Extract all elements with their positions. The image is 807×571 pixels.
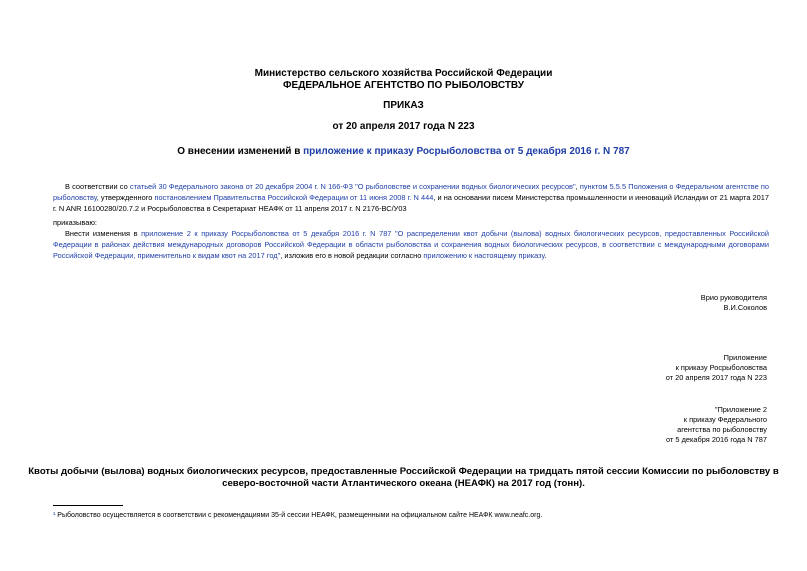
order-text-1: Внести изменения в (65, 229, 142, 238)
ministry-name: Министерство сельского хозяйства Российской Федерации (254, 68, 553, 79)
doc-title-link[interactable]: приложение к приказу Росрыболовства от 5 декабря 2016 г. N 787 (303, 146, 630, 157)
preamble-paragraph (53, 181, 769, 214)
preamble-text-3: , утвержденного (96, 193, 155, 202)
doc-type: ПРИКАЗ (383, 100, 424, 111)
footnote-marker[interactable]: ¹ (53, 512, 56, 519)
doc-date-number: от 20 апреля 2017 года N 223 (332, 121, 475, 132)
appendix-block (567, 353, 767, 383)
order-link-appendix[interactable]: приложению к настоящему приказу (423, 251, 545, 260)
signature-block (567, 293, 767, 313)
footnote-text: Рыболовство осуществляется в соответствии с рекомендациями 35-й сессии НЕАФК, размещенными на официальном сайте НЕАФК www.neafc.org. (55, 512, 543, 519)
footnote (53, 511, 542, 520)
preamble-link-regulation[interactable]: пунктом 5.5.5 Положения о Федеральном агентстве по рыболовству (53, 182, 769, 202)
appendix-line: от 20 апреля 2017 года N 223 (665, 373, 767, 382)
footnote-divider (53, 505, 123, 506)
appendix2-block (567, 405, 767, 445)
agency-name: ФЕДЕРАЛЬНОЕ АГЕНТСТВО ПО РЫБОЛОВСТВУ (283, 80, 524, 91)
order-word: приказываю: (53, 218, 97, 227)
preamble-text-2: , (575, 182, 580, 191)
appendix-line: Приложение (723, 353, 767, 362)
appendix-line: к приказу Росрыболовства (675, 363, 767, 372)
appendix2-line: агентства по рыболовству (677, 425, 767, 434)
quota-title-line-1: Квоты добычи (вылова) водных биологических ресурсов, предоставленные Российской Федерации на тридцать пятой сессии Комиссии по рыболовству в (28, 466, 779, 477)
order-text-2: , изложив его в новой редакции согласно (280, 251, 424, 260)
preamble-link-resolution[interactable]: постановлением Правительства Российской Федерации от 11 июня 2008 г. N 444 (154, 193, 434, 202)
order-link-appendix2[interactable]: приложение 2 к приказу Росрыболовства от 5 декабря 2016 г. N 787 "О распределении квот добычи (вылова) водных биологических ресурсов, предоставленных Российской Федерации в районах действия международных договоров Российской Федерации в области рыболовства и сохранения водных биологических ресурсов, в соответствии с международными договорами Российской Федерации, применительно к видам квот на 2017 год" (53, 229, 769, 260)
doc-title-text: О внесении изменений в (177, 146, 304, 157)
order-paragraph (53, 228, 769, 261)
preamble-text-4: , и на основании писем Министерства промышленности и инноваций Исландии от 21 марта 2017 г. N ANR 16100280/20.7.2 и Росрыболовства в Секретариат НЕАФК от 11 апреля 2017 г. N 2176-ВС/У03 (53, 193, 769, 213)
order-text-3: . (544, 251, 547, 260)
appendix2-line: к приказу Федерального (683, 415, 767, 424)
preamble-link-law[interactable]: статьей 30 Федерального закона от 20 декабря 2004 г. N 166-ФЗ "О рыболовстве и сохранении водных биологических ресурсов" (129, 182, 576, 191)
preamble-text-1: В соответствии со (65, 182, 130, 191)
appendix2-line: от 5 декабря 2016 года N 787 (666, 435, 767, 444)
signature-position: Врио руководителя (700, 293, 767, 302)
signature-name: В.И.Соколов (723, 303, 767, 312)
appendix2-line: "Приложение 2 (714, 405, 767, 414)
quota-title-line-2: северо-восточной части Атлантического океана (НЕАФК) на 2017 год (тонн). (222, 478, 585, 489)
doc-title (0, 146, 807, 158)
